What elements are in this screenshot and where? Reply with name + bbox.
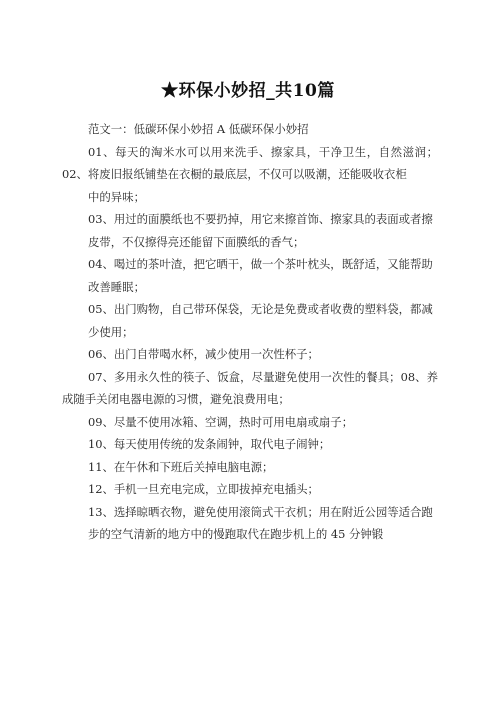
paragraph-line: 步的空气清新的地方中的慢跑取代在跑步机上的 45 分钟锻: [88, 527, 384, 541]
paragraph-line: 07、多用永久性的筷子、饭盒，尽量避免使用一次性的餐具；08、养成随手关闭电器电源的习惯，避免浪费用电；: [62, 369, 438, 406]
document-title: ★环保小妙招_共10篇: [161, 81, 335, 101]
paragraph-line: 12、手机一旦充电完成，立即拔掉充电插头；: [88, 482, 319, 496]
paragraph-line: 改善睡眠；: [88, 279, 145, 294]
paragraph-line: 09、尽量不使用冰箱、空调，热时可用电扇或扇子；: [88, 414, 354, 429]
paragraph-line: 13、选择晾晒衣物，避免使用滚筒式干衣机；用在附近公园等适合跑: [88, 504, 433, 519]
paragraph-line: 10、每天使用传统的发条闹钟，取代电子闹钟；: [88, 437, 331, 451]
paragraph-line: 06、出门自带喝水杯，减少使用一次性杯子；: [88, 347, 319, 361]
paragraph-line: 11、在午休和下班后关掉电脑电源；: [88, 459, 274, 474]
paragraph-line: 03、用过的面膜纸也不要扔掉，用它来擦首饰、擦家具的表面或者擦: [88, 212, 433, 226]
paragraph-line: 皮带，不仅擦得亮还能留下面膜纸的香气；: [88, 234, 305, 249]
paragraph-line: 少使用；: [88, 324, 134, 339]
paragraph-line: 中的异味；: [88, 189, 145, 204]
document-body: [62, 118, 438, 546]
paragraph-line: 范文一：低碳环保小妙招 A 低碳环保小妙招: [88, 122, 309, 136]
paragraph-line: 01、每天的淘米水可以用来洗手、擦家具，干净卫生，自然滋润；02、将废旧报纸铺垫在衣橱的最底层，不仅可以吸潮，还能吸收衣柜: [62, 144, 438, 181]
paragraph-line: 05、出门购物，自己带环保袋，无论是免费或者收费的塑料袋，都减: [88, 302, 433, 316]
paragraph-line: 04、喝过的茶叶渣，把它晒干，做一个茶叶枕头，既舒适，又能帮助: [88, 257, 433, 271]
